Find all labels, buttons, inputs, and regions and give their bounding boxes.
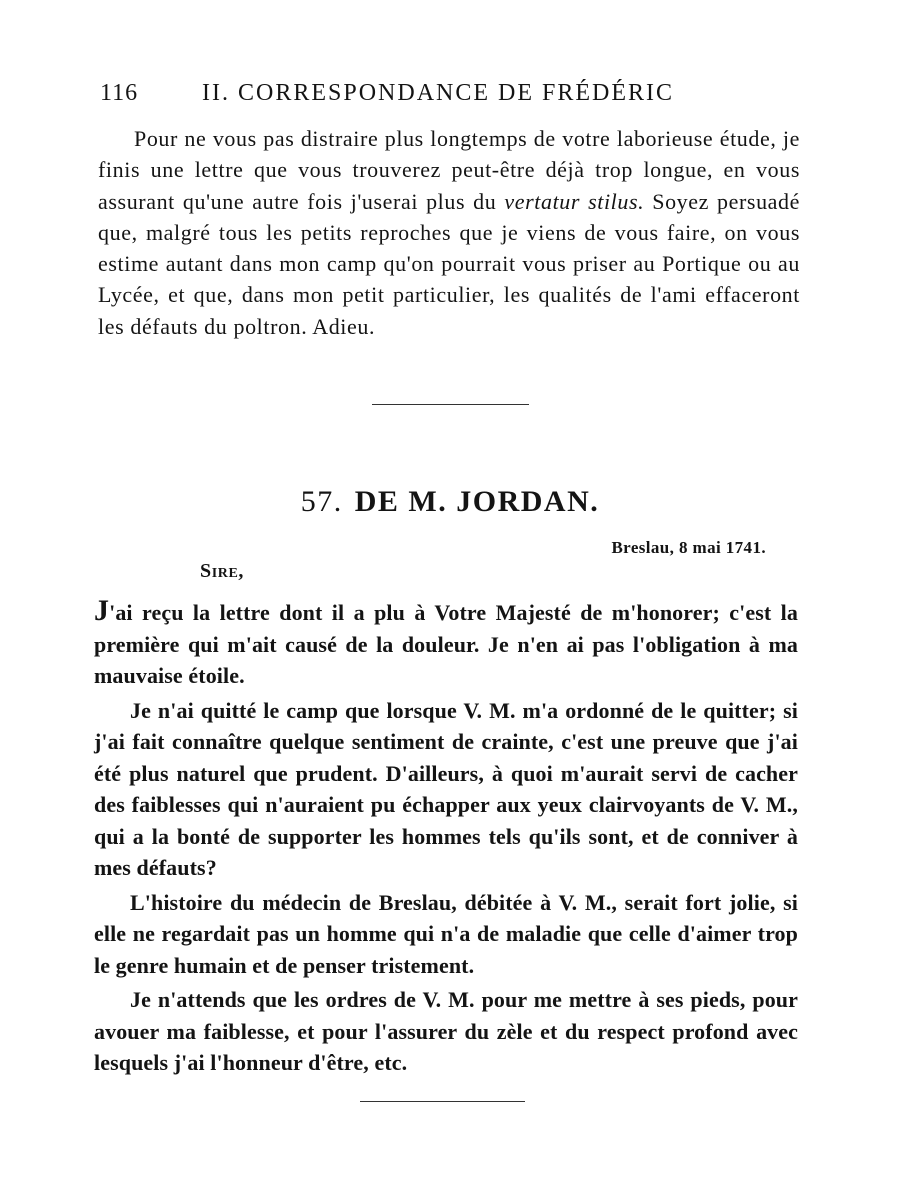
- letter-paragraph-1: [94, 594, 798, 692]
- continuation-text-b: Soyez persuadé que, malgré tous les petits reproches que je viens de vous faire, on vous estime autant dans mon camp qu'on pourrait vous priser au Portique ou au Lycée, et que, dans mon petit particulier, les qualités de l'ami effaceront les défauts du poltron. Adieu.: [98, 188, 801, 339]
- letter-body: [94, 594, 798, 1082]
- running-title: II. CORRESPONDANCE DE FRÉDÉRIC: [202, 80, 675, 106]
- end-divider: [360, 1101, 525, 1102]
- section-divider: [372, 404, 529, 405]
- letter-dateline: Breslau, 8 mai 1741.: [611, 538, 766, 557]
- drop-cap: J: [94, 594, 110, 627]
- continuation-text-a: Pour ne vous pas distraire plus longtemps de votre laborieuse étude, je finis une lettre que vous trouverez peut-être déjà trop longue, en vous assurant qu'une autre fois j'userai plus du: [98, 126, 800, 214]
- continuation-italic-phrase: vertatur stilus.: [504, 188, 645, 214]
- letter-number: 57.: [300, 485, 343, 518]
- letter-paragraph-3: L'histoire du médecin de Breslau, débitée à V. M., serait fort jolie, si elle ne regardait pas un homme qui n'a de maladie que celle d'aimer trop le genre humain et de penser tristement.: [94, 889, 798, 978]
- continuation-paragraph: [98, 123, 800, 342]
- running-head: [100, 80, 800, 114]
- letter-heading: [0, 485, 900, 519]
- letter-paragraph-1-text: 'ai reçu la lettre dont il a plu à Votre Majesté de m'honorer; c'est la première qui m'ait causé de la douleur. Je n'en ai pas l'obligation à ma mauvaise étoile.: [94, 600, 798, 688]
- letter-paragraph-2: Je n'ai quitté le camp que lorsque V. M. m'a ordonné de le quitter; si j'ai fait connaître quelque sentiment de crainte, c'est une preuve que j'ai été plus naturel que prudent. D'ailleurs, à quoi m'aurait servi de cacher des faiblesses qui n'auraient pu échapper aux yeux clairvoyants de V. M., qui a la bonté de supporter les hommes tels qu'ils sont, et de conniver à mes défauts?: [94, 697, 798, 880]
- letter-salutation: Sire,: [200, 560, 245, 582]
- letter-paragraph-4: Je n'attends que les ordres de V. M. pour me mettre à ses pieds, pour avouer ma faiblesse, et pour l'assurer du zèle et du respect profond avec lesquels j'ai l'honneur d'être, etc.: [94, 987, 798, 1075]
- page-number: 116: [100, 80, 139, 106]
- letter-title: DE M. JORDAN.: [354, 485, 600, 518]
